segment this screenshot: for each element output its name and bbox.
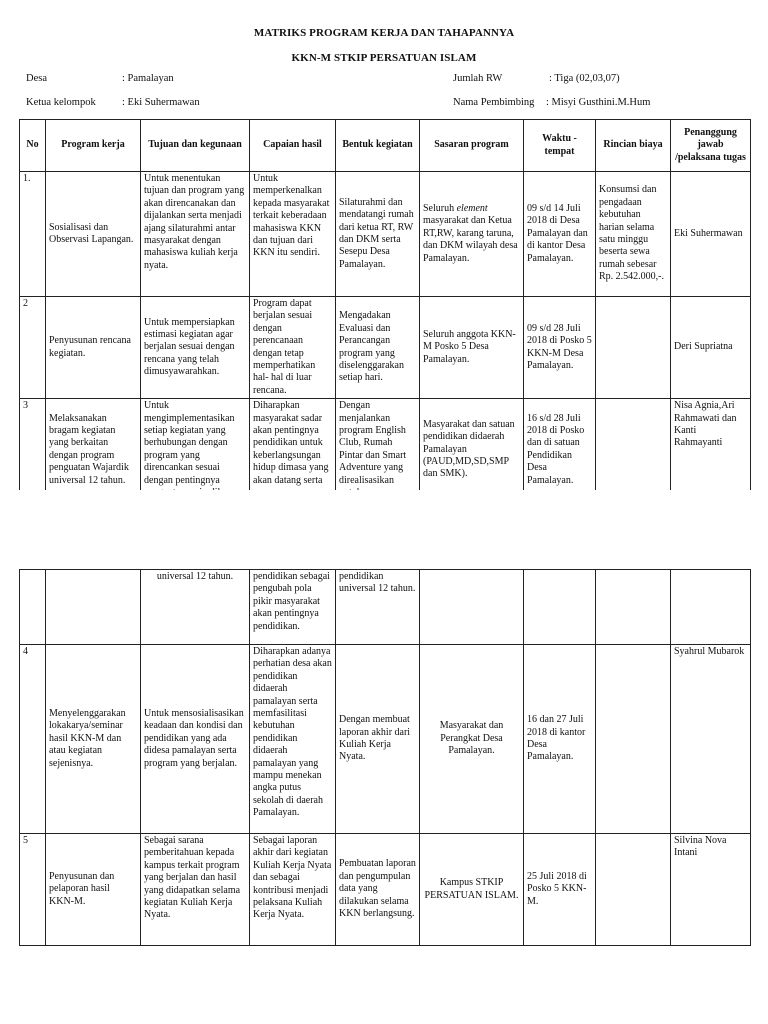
cell-program bbox=[46, 570, 141, 645]
cell-bentuk: Silaturahmi dan mendatangi rumah dari ketua RT, RW dan DKM serta Sesepu Desa Pamalayan. bbox=[336, 172, 420, 297]
cell-pj bbox=[671, 570, 751, 645]
cell-sasaran bbox=[420, 172, 524, 297]
cell-no: 5 bbox=[20, 834, 46, 946]
col-header-bentuk: Bentuk kegiatan bbox=[336, 120, 420, 172]
cell-waktu: 09 s/d 14 Juli 2018 di Desa Pamalayan dan di kantor Desa Pamalayan. bbox=[524, 172, 596, 297]
table-row bbox=[20, 834, 751, 946]
table-row bbox=[20, 297, 751, 399]
cell-program: Penyusunan rencana kegiatan. bbox=[46, 297, 141, 399]
table-row bbox=[20, 172, 751, 297]
cell-bentuk: pendidikan universal 12 tahun. bbox=[336, 570, 420, 645]
col-header-waktu: Waktu - tempat bbox=[524, 120, 596, 172]
cell-waktu: 25 Juli 2018 di Posko 5 KKN-M. bbox=[524, 834, 596, 946]
cell-waktu bbox=[524, 570, 596, 645]
col-header-tujuan: Tujuan dan kegunaan bbox=[141, 120, 250, 172]
cell-capaian: pendidikan sebagai pengubah pola pikir masyarakat akan pentingnya pendidikan. bbox=[250, 570, 336, 645]
document-title: MATRIKS PROGRAM KERJA DAN TAHAPANNYA bbox=[253, 27, 515, 39]
table-row bbox=[20, 399, 751, 501]
jumlah-rw-label: Jumlah RW bbox=[453, 73, 503, 84]
table-header-row bbox=[20, 120, 751, 172]
cell-tujuan: Untuk mensosialisasikan keadaan dan kondisi dan pendidikan yang ada didesa pamalayan serta program yang berjalan. bbox=[141, 645, 250, 834]
cell-no: 4 bbox=[20, 645, 46, 834]
desa-value: : Pamalayan bbox=[122, 73, 174, 84]
ketua-label: Ketua kelompok bbox=[26, 97, 96, 108]
sasaran-text-a: Seluruh bbox=[423, 202, 457, 214]
pembimbing-label: Nama Pembimbing bbox=[453, 97, 535, 108]
page-break-gap bbox=[0, 490, 768, 568]
cell-bentuk: Mengadakan Evaluasi dan Perancangan program yang diselenggarakan setiap hari. bbox=[336, 297, 420, 399]
program-matrix-table bbox=[19, 119, 751, 502]
pembimbing-value: : Misyi Gusthini.M.Hum bbox=[546, 97, 651, 108]
cell-biaya: Konsumsi dan pengadaan kebutuhan harian selama satu minggu beserta sewa rumah sebesar Rp. 2.542.000,-. bbox=[596, 172, 671, 297]
cell-biaya bbox=[596, 297, 671, 399]
cell-sasaran: Kampus STKIP PERSATUAN ISLAM. bbox=[420, 834, 524, 946]
col-header-sasaran: Sasaran program bbox=[420, 120, 524, 172]
document-subtitle: KKN-M STKIP PERSATUAN ISLAM bbox=[291, 52, 477, 64]
cell-program: Sosialisasi dan Observasi Lapangan. bbox=[46, 172, 141, 297]
cell-biaya bbox=[596, 645, 671, 834]
cell-program: Penyusunan dan pelaporan hasil KKN-M. bbox=[46, 834, 141, 946]
cell-biaya bbox=[596, 399, 671, 501]
cell-capaian: Diharapkan adanya perhatian desa akan pendidikan didaerah pamalayan serta memfasilitasi kebutuhan pendidikan didaerah pamalayan yang mampu menekan angka putus sekolah di daerah Pamalayan. bbox=[250, 645, 336, 834]
cell-no: 3 bbox=[20, 399, 46, 501]
col-header-no: No bbox=[20, 120, 46, 172]
cell-bentuk: Dengan menjalankan program English Club, Rumah Pintar dan Smart Adventure yang direalisasikan bbox=[336, 399, 420, 501]
cell-tujuan: Untuk menentukan tujuan dan program yang akan direncanakan dan dijalankan serta menjadi ajang silaturahmi antar masyarakat dengan mahasiswa kuliah kerja nyata. bbox=[141, 172, 250, 297]
cell-tujuan: Untuk mengimplementasikan setiap kegiatan yang berhubungan dengan program yang direncankan sesuai dengan pentingnya bbox=[141, 399, 250, 501]
cell-program: Melaksanakan bragam kegiatan yang berkaitan dengan program penguatan Wajardik universal 12 tahun. bbox=[46, 399, 141, 501]
desa-label: Desa bbox=[26, 73, 47, 84]
table-row bbox=[20, 645, 751, 834]
cell-biaya bbox=[596, 570, 671, 645]
cell-pj: Eki Suhermawan bbox=[671, 172, 751, 297]
cell-waktu: 16 dan 27 Juli 2018 di kantor Desa Pamalayan. bbox=[524, 645, 596, 834]
cell-pj: Silvina Nova Intani bbox=[671, 834, 751, 946]
cell-sasaran: Masyarakat dan satuan pendidikan didaerah Pamalayan (PAUD,MD,SD,SMP dan SMK). bbox=[420, 399, 524, 501]
cell-capaian: Program dapat berjalan sesuai dengan perencanaan dengan tetap memperhatikan hal- hal di luar rencana. bbox=[250, 297, 336, 399]
cell-sasaran: Seluruh anggota KKN- M Posko 5 Desa Pamalayan. bbox=[420, 297, 524, 399]
cell-program: Menyelenggarakan lokakarya/seminar hasil KKN-M dan atau kegiatan sejenisnya. bbox=[46, 645, 141, 834]
sasaran-text-emphasis: element bbox=[456, 202, 488, 214]
cell-capaian: Sebagai laporan akhir dari kegiatan Kuliah Kerja Nyata dan sebagai kontribusi menjadi pelaksana Kuliah Kerja Nyata. bbox=[250, 834, 336, 946]
col-header-biaya: Rincian biaya bbox=[596, 120, 671, 172]
jumlah-rw-value: : Tiga (02,03,07) bbox=[549, 73, 620, 84]
cell-no bbox=[20, 570, 46, 645]
cell-tujuan: universal 12 tahun. bbox=[141, 570, 250, 645]
cell-tujuan: Untuk mempersiapkan estimasi kegiatan agar berjalan sesuai dengan rencana yang telah dimusyawarahkan. bbox=[141, 297, 250, 399]
col-header-pj: Penanggung jawab /pelaksana tugas bbox=[671, 120, 751, 172]
sasaran-text-b: masyarakat dan Ketua RT,RW, karang taruna, dan DKM wilayah desa Pamalayan. bbox=[423, 215, 518, 264]
cell-tujuan: Sebagai sarana pemberitahuan kepada kampus terkait program yang berjalan dan hasil yang didapatkan selama kegiatan Kuliah Kerja Nyata. bbox=[141, 834, 250, 946]
cell-capaian: Untuk memperkenalkan kepada masyarakat terkait keberadaan mahasiswa KKN dan tujuan dari KKN itu sendiri. bbox=[250, 172, 336, 297]
cell-waktu: 09 s/d 28 Juli 2018 di Posko 5 KKN-M Desa Pamalayan. bbox=[524, 297, 596, 399]
cell-pj: Syahrul Mubarok bbox=[671, 645, 751, 834]
cell-sasaran bbox=[420, 570, 524, 645]
cell-sasaran: Masyarakat dan Perangkat Desa Pamalayan. bbox=[420, 645, 524, 834]
cell-bentuk: Dengan membuat laporan akhir dari Kuliah Kerja Nyata. bbox=[336, 645, 420, 834]
table-row-continuation bbox=[20, 570, 751, 645]
cell-waktu: 16 s/d 28 Juli 2018 di Posko dan di satuan Pendidikan Desa Pamalayan. bbox=[524, 399, 596, 501]
cell-biaya bbox=[596, 834, 671, 946]
program-matrix-table-continued bbox=[19, 569, 751, 946]
cell-no: 1. bbox=[20, 172, 46, 297]
cell-no: 2 bbox=[20, 297, 46, 399]
ketua-value: : Eki Suhermawan bbox=[122, 97, 200, 108]
cell-pj: Nisa Agnia,Ari Rahmawati dan Kanti Rahmayanti bbox=[671, 399, 751, 501]
cell-pj: Deri Supriatna bbox=[671, 297, 751, 399]
col-header-capaian: Capaian hasil bbox=[250, 120, 336, 172]
col-header-program: Program kerja bbox=[46, 120, 141, 172]
cell-capaian: Diharapkan masyarakat sadar akan pentingnya pendidikan untuk keberlangsungan hidup dimasa yang akan datang serta bbox=[250, 399, 336, 501]
cell-bentuk: Pembuatan laporan dan pengumpulan data yang dilakukan selama KKN berlangsung. bbox=[336, 834, 420, 946]
